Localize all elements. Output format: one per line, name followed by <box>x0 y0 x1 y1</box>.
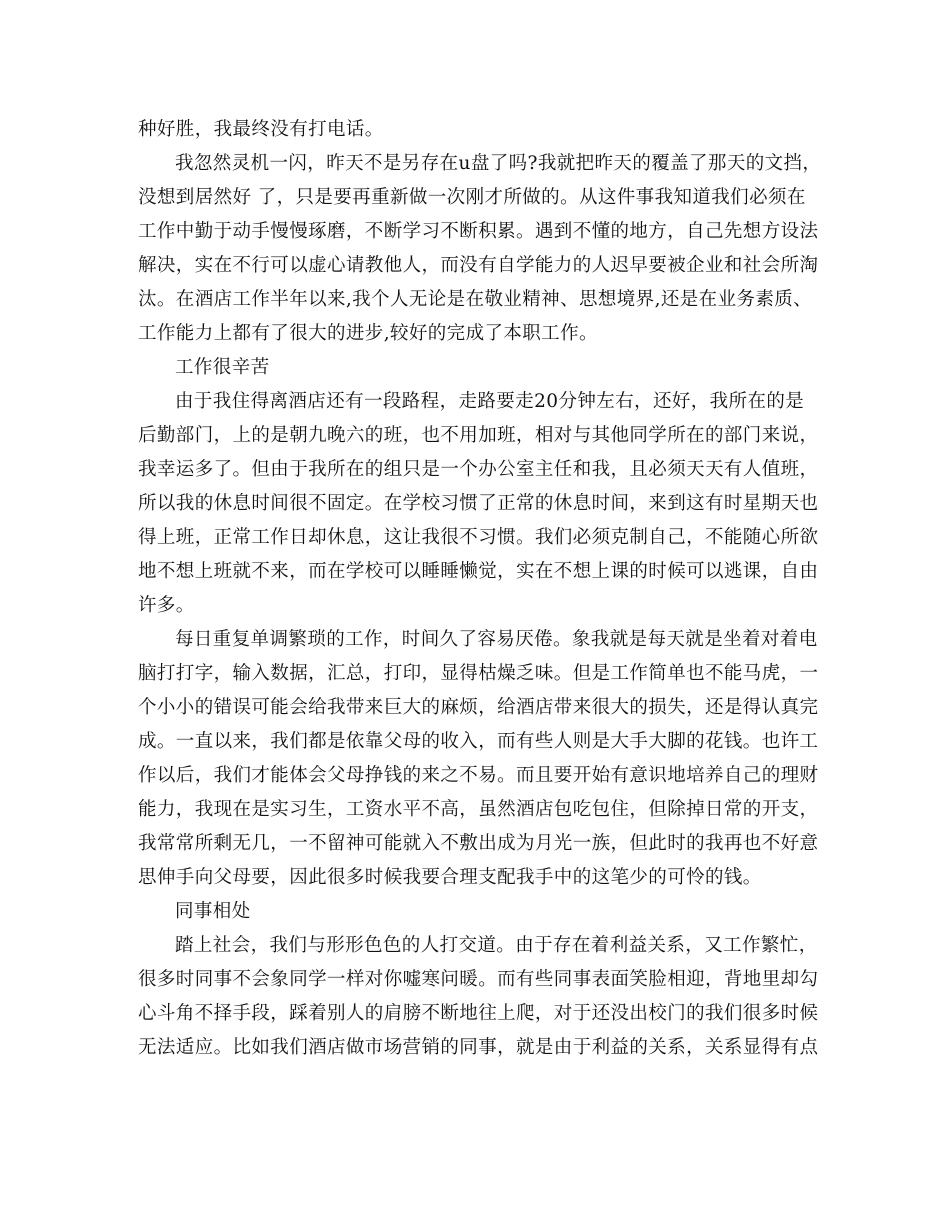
text-line: 我常常所剩无几，一不留神可能就入不敷出成为月光一族，但此时的我再也不好意 <box>138 833 819 854</box>
paragraph-start-line: 我忽然灵机一闪，昨天不是另存在u盘了吗?我就把昨天的覆盖了那天的文挡， <box>175 153 822 174</box>
text-line: 种好胜，我最终没有打电话。 <box>138 119 384 140</box>
paragraph-start-line: 踏上社会，我们与形形色色的人打交道。由于存在着利益关系，又工作繁忙， <box>175 935 818 956</box>
text-line: 脑打打字，输入数据，汇总，打印，显得枯燥乏味。但是工作简单也不能马虎，一 <box>138 663 819 684</box>
text-line: 所以我的休息时间很不固定。在学校习惯了正常的休息时间，来到这有时星期天也 <box>138 493 819 514</box>
text-line: 成。一直以来，我们都是依靠父母的收入，而有些人则是大手大脚的花钱。也许工 <box>138 731 819 752</box>
section-heading: 工作很辛苦 <box>175 357 270 378</box>
text-line: 思伸手向父母要，因此很多时候我要合理支配我手中的这笔少的可怜的钱。 <box>138 867 762 888</box>
text-line: 后勤部门，上的是朝九晚六的班，也不用加班，相对与其他同学所在的部门来说， <box>138 425 819 446</box>
text-line: 解决，实在不行可以虚心请教他人，而没有自学能力的人迟早要被企业和社会所淘 <box>138 255 819 276</box>
text-line: 汰。在酒店工作半年以来,我个人无论是在敬业精神、思想境界,还是在业务素质、 <box>138 289 813 310</box>
paragraph-start-line: 每日重复单调繁琐的工作，时间久了容易厌倦。象我就是每天就是坐着对着电 <box>175 629 818 650</box>
text-line: 工作能力上都有了很大的进步,较好的完成了本职工作。 <box>138 323 598 344</box>
text-line: 个小小的错误可能会给我带来巨大的麻烦，给酒店带来很大的损失，还是得认真完 <box>138 697 819 718</box>
text-line: 工作中勤于动手慢慢琢磨，不断学习不断积累。遇到不懂的地方，自己先想方设法 <box>138 221 819 242</box>
text-line: 许多。 <box>138 595 195 616</box>
text-line: 能力，我现在是实习生，工资水平不高，虽然酒店包吃包住，但除掉日常的开支， <box>138 799 819 820</box>
text-line: 心斗角不择手段，踩着别人的肩膀不断地往上爬，对于还没出校门的我们很多时候 <box>138 1003 819 1024</box>
paragraph-start-line: 由于我住得离酒店还有一段路程，走路要走20分钟左右，还好，我所在的是 <box>175 391 805 412</box>
text-line: 无法适应。比如我们酒店做市场营销的同事，就是由于利益的关系，关系显得有点 <box>138 1037 819 1058</box>
text-line: 很多时同事不会象同学一样对你嘘寒问暖。而有些同事表面笑脸相迎，背地里却勾 <box>138 969 819 990</box>
text-line: 得上班，正常工作日却休息，这让我很不习惯。我们必须克制自己，不能随心所欲 <box>138 527 819 548</box>
text-line: 地不想上班就不来，而在学校可以睡睡懒觉，实在不想上课的时候可以逃课，自由 <box>138 561 819 582</box>
text-line: 我幸运多了。但由于我所在的组只是一个办公室主任和我，且必须天天有人值班， <box>138 459 819 480</box>
text-line: 作以后，我们才能体会父母挣钱的来之不易。而且要开始有意识地培养自己的理财 <box>138 765 819 786</box>
section-heading: 同事相处 <box>175 901 251 922</box>
text-line: 没想到居然好 了，只是要再重新做一次刚才所做的。从这件事我知道我们必须在 <box>138 187 806 208</box>
